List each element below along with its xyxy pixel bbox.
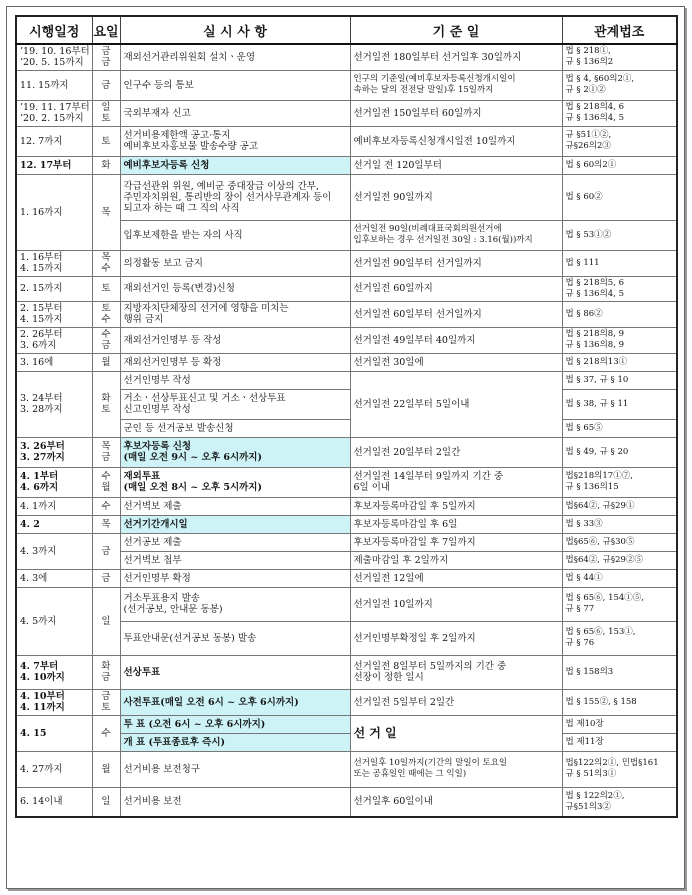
date-cell: 4. 1까지 [16, 497, 92, 515]
law-cell: 법 § 38, 규 § 11 [562, 389, 677, 419]
law-cell: 법 § 4, §60의2①, 규 § 2①② [562, 70, 677, 100]
item-cell: 거소ㆍ선상투표신고 및 거소ㆍ선상투표 신고인명부 작성 [120, 389, 350, 419]
item-cell: 투표안내문(선거공보 동봉) 발송 [120, 621, 350, 655]
table-row [16, 371, 677, 389]
law-cell: 법§64②, 규§29②⑤ [562, 551, 677, 569]
item-cell: 개 표 (투표종료후 즉시) [120, 733, 350, 751]
law-cell: 법 제10장 [562, 715, 677, 733]
day-cell: 수 월 [92, 467, 120, 497]
basis-cell: 선거일전 90일(비례대표국회의원선거에 입후보하는 경우 선거일전 30일 : 3.16(월))까지 [350, 220, 562, 250]
item-cell: 선거비용 보전 [120, 787, 350, 817]
table-row [16, 787, 677, 817]
header-laws: 관계법조 [562, 16, 677, 44]
date-cell: 2. 15까지 [16, 276, 92, 301]
date-cell: 6. 14이내 [16, 787, 92, 817]
date-cell: 11. 15까지 [16, 70, 92, 100]
header-items: 실 시 사 항 [120, 16, 350, 44]
basis-cell: 선거일전 49일부터 40일까지 [350, 327, 562, 353]
date-cell: ’19. 11. 17부터 ’20. 2. 15까지 [16, 100, 92, 126]
law-cell: 법 § 53①② [562, 220, 677, 250]
table-row [16, 126, 677, 156]
date-cell: 3. 26부터 3. 27까지 [16, 437, 92, 467]
basis-cell: 인구의 기준일(예비후보자등록신청개시일이 속하는 달의 전전달 말일)후 15일까지 [350, 70, 562, 100]
day-cell: 금 [92, 70, 120, 100]
date-cell: 2. 15부터 4. 15까지 [16, 301, 92, 327]
item-cell: 선거인명부 확정 [120, 569, 350, 587]
law-cell: 법§64②, 규§29① [562, 497, 677, 515]
basis-cell: 선거일 전 120일부터 [350, 156, 562, 174]
law-cell: 법§122의2①, 민법§161 규 § 51의3① [562, 751, 677, 787]
day-cell: 금 토 [92, 689, 120, 715]
date-cell: 4. 10부터 4. 11까지 [16, 689, 92, 715]
day-cell: 수 [92, 715, 120, 751]
basis-cell: 선거일전 20일부터 2일간 [350, 437, 562, 467]
item-cell: 선거공보 제출 [120, 533, 350, 551]
day-cell: 수 금 [92, 327, 120, 353]
table-row [16, 587, 677, 621]
date-cell: 1. 16부터 4. 15까지 [16, 250, 92, 276]
day-cell: 화 [92, 156, 120, 174]
basis-cell: 선거일전 60일부터 선거일까지 [350, 301, 562, 327]
table-row [16, 100, 677, 126]
day-cell: 토 [92, 276, 120, 301]
day-cell: 목 [92, 174, 120, 250]
table-row [16, 467, 677, 497]
item-cell: 후보자등록 신청 (매일 오전 9시 ~ 오후 6시까지) [120, 437, 350, 467]
table-row [16, 250, 677, 276]
table-row [16, 497, 677, 515]
basis-cell: 예비후보자등록신청개시일전 10일까지 [350, 126, 562, 156]
table-row [16, 689, 677, 715]
table-row [16, 327, 677, 353]
item-cell: 인구수 등의 통보 [120, 70, 350, 100]
table-row [16, 276, 677, 301]
day-cell: 화 금 [92, 655, 120, 689]
table-row [16, 301, 677, 327]
law-cell: 법 § 218①, 규 § 136의2 [562, 44, 677, 70]
item-cell: 국외부재자 신고 [120, 100, 350, 126]
basis-cell: 선 거 일 [350, 715, 562, 751]
law-cell: 법 § 122의2①, 규§51의3② [562, 787, 677, 817]
date-cell: 4. 1부터 4. 6까지 [16, 467, 92, 497]
table-row [16, 353, 677, 371]
law-cell: 법 § 111 [562, 250, 677, 276]
item-cell: 선거벽보 제출 [120, 497, 350, 515]
day-cell: 금 [92, 533, 120, 569]
item-cell: 투 표 (오전 6시 ~ 오후 6시까지) [120, 715, 350, 733]
basis-cell: 선거일전 180일부터 선거일후 30일까지 [350, 44, 562, 70]
item-cell: 선거벽보 첩부 [120, 551, 350, 569]
day-cell: 일 [92, 587, 120, 655]
law-cell: 법 제11장 [562, 733, 677, 751]
table-row [16, 156, 677, 174]
law-cell: 법 § 65⑤ [562, 419, 677, 437]
day-cell: 월 [92, 751, 120, 787]
basis-cell: 후보자등록마감일 후 5일까지 [350, 497, 562, 515]
day-cell: 일 [92, 787, 120, 817]
item-cell: 선거비용 보전청구 [120, 751, 350, 787]
item-cell: 선거인명부 작성 [120, 371, 350, 389]
basis-cell: 선거일전 150일부터 60일까지 [350, 100, 562, 126]
date-cell: 4. 3까지 [16, 533, 92, 569]
item-cell: 군인 등 선거공보 발송신청 [120, 419, 350, 437]
date-cell: 4. 5까지 [16, 587, 92, 655]
basis-cell: 후보자등록마감일 후 7일까지 [350, 533, 562, 551]
item-cell: 재외선거인명부 등 확정 [120, 353, 350, 371]
day-cell: 일 토 [92, 100, 120, 126]
law-cell: 법 § 65⑥, 154①⑤, 규 § 77 [562, 587, 677, 621]
basis-cell: 선거일전 10일까지 [350, 587, 562, 621]
basis-cell: 선거일전 90일부터 선거일까지 [350, 250, 562, 276]
table-row [16, 715, 677, 733]
basis-cell: 선거일전 90일까지 [350, 174, 562, 220]
date-cell: 4. 3에 [16, 569, 92, 587]
date-cell: 3. 24부터 3. 28까지 [16, 371, 92, 437]
basis-cell: 제출마감일 후 2일까지 [350, 551, 562, 569]
date-cell: ’19. 10. 16부터 ’20. 5. 15까지 [16, 44, 92, 70]
law-cell: 법 § 218의5, 6 규 § 136의4, 5 [562, 276, 677, 301]
day-cell: 목 [92, 515, 120, 533]
date-cell: 12. 17부터 [16, 156, 92, 174]
basis-cell: 선거일후 10일까지(기간의 말일이 토요일 또는 공휴일인 때에는 그 익일) [350, 751, 562, 787]
item-cell: 입후보제한을 받는 자의 사직 [120, 220, 350, 250]
law-cell: 법 § 60② [562, 174, 677, 220]
header-row [16, 16, 677, 44]
schedule-frame [6, 6, 685, 889]
item-cell: 선거비용제한액 공고·통지 예비후보자홍보물 발송수량 공고 [120, 126, 350, 156]
table-body [16, 44, 677, 817]
day-cell: 금 [92, 569, 120, 587]
item-cell: 각급선관위 위원, 예비군 중대장급 이상의 간부, 주민자치위원, 통리반의 장이 선거사무관계자 등이 되고자 하는 때 그 직의 사직 [120, 174, 350, 220]
item-cell: 재외선거인 등록(변경)신청 [120, 276, 350, 301]
item-cell: 선거기간개시일 [120, 515, 350, 533]
law-cell: 법 § 44① [562, 569, 677, 587]
date-cell: 1. 16까지 [16, 174, 92, 250]
day-cell: 토 [92, 126, 120, 156]
table-row [16, 655, 677, 689]
day-cell: 금 금 [92, 44, 120, 70]
law-cell: 규 §51①②, 규§26의2③ [562, 126, 677, 156]
law-cell: 법 § 158의3 [562, 655, 677, 689]
basis-cell: 선거일전 60일까지 [350, 276, 562, 301]
basis-cell: 선거일전 30일에 [350, 353, 562, 371]
date-cell: 3. 16에 [16, 353, 92, 371]
day-cell: 수 [92, 497, 120, 515]
header-basis: 기 준 일 [350, 16, 562, 44]
basis-cell: 선거일전 12일에 [350, 569, 562, 587]
header-day: 요일 [92, 16, 120, 44]
item-cell: 사전투표(매일 오전 6시 ~ 오후 6시까지) [120, 689, 350, 715]
law-cell: 법 § 60의2① [562, 156, 677, 174]
basis-cell: 선거일전 22일부터 5일이내 [350, 371, 562, 437]
law-cell: 법 § 218의8, 9 규 § 136의8, 9 [562, 327, 677, 353]
law-cell: 법 § 218의4, 6 규 § 136의4, 5 [562, 100, 677, 126]
table-row [16, 44, 677, 70]
date-cell: 2. 26부터 3. 6까지 [16, 327, 92, 353]
law-cell: 법 § 49, 규 § 20 [562, 437, 677, 467]
law-cell: 법§65⑥, 규§30⑤ [562, 533, 677, 551]
law-cell: 법§218의17①⑦, 규 § 136의15 [562, 467, 677, 497]
basis-cell: 선거일전 8일부터 5일까지의 기간 중 선장이 정한 일시 [350, 655, 562, 689]
law-cell: 법 § 65⑥, 153①, 규 § 76 [562, 621, 677, 655]
item-cell: 재외선거인명부 등 작성 [120, 327, 350, 353]
item-cell: 재외선거관리위원회 설치ㆍ운영 [120, 44, 350, 70]
date-cell: 4. 27까지 [16, 751, 92, 787]
basis-cell: 선거일후 60일이내 [350, 787, 562, 817]
item-cell: 선상투표 [120, 655, 350, 689]
law-cell: 법 § 86② [562, 301, 677, 327]
day-cell: 토 수 [92, 301, 120, 327]
item-cell: 지방자치단체장의 선거에 영향을 미치는 행위 금지 [120, 301, 350, 327]
basis-cell: 선거일전 14일부터 9일까지 기간 중 6일 이내 [350, 467, 562, 497]
election-schedule-table [15, 15, 678, 818]
law-cell: 법 § 218의13① [562, 353, 677, 371]
item-cell: 재외투표 (매일 오전 8시 ~ 오후 5시까지) [120, 467, 350, 497]
date-cell: 4. 2 [16, 515, 92, 533]
basis-cell: 선거인명부확정일 후 2일까지 [350, 621, 562, 655]
date-cell: 4. 15 [16, 715, 92, 751]
table-row [16, 174, 677, 220]
law-cell: 법 § 155②, § 158 [562, 689, 677, 715]
table-row [16, 751, 677, 787]
day-cell: 목 금 [92, 437, 120, 467]
basis-cell: 선거일전 5일부터 2일간 [350, 689, 562, 715]
date-cell: 4. 7부터 4. 10까지 [16, 655, 92, 689]
day-cell: 월 [92, 353, 120, 371]
law-cell: 법 § 37, 규 § 10 [562, 371, 677, 389]
item-cell: 의정활동 보고 금지 [120, 250, 350, 276]
law-cell: 법 § 33③ [562, 515, 677, 533]
day-cell: 화 토 [92, 371, 120, 437]
header-date: 시행일정 [16, 16, 92, 44]
item-cell: 예비후보자등록 신청 [120, 156, 350, 174]
table-row [16, 533, 677, 551]
day-cell: 목 수 [92, 250, 120, 276]
basis-cell: 후보자등록마감일 후 6일 [350, 515, 562, 533]
date-cell: 12. 7까지 [16, 126, 92, 156]
table-row [16, 70, 677, 100]
table-row [16, 437, 677, 467]
table-row [16, 515, 677, 533]
item-cell: 거소투표용지 발송 (선거공보, 안내문 동봉) [120, 587, 350, 621]
table-row [16, 569, 677, 587]
